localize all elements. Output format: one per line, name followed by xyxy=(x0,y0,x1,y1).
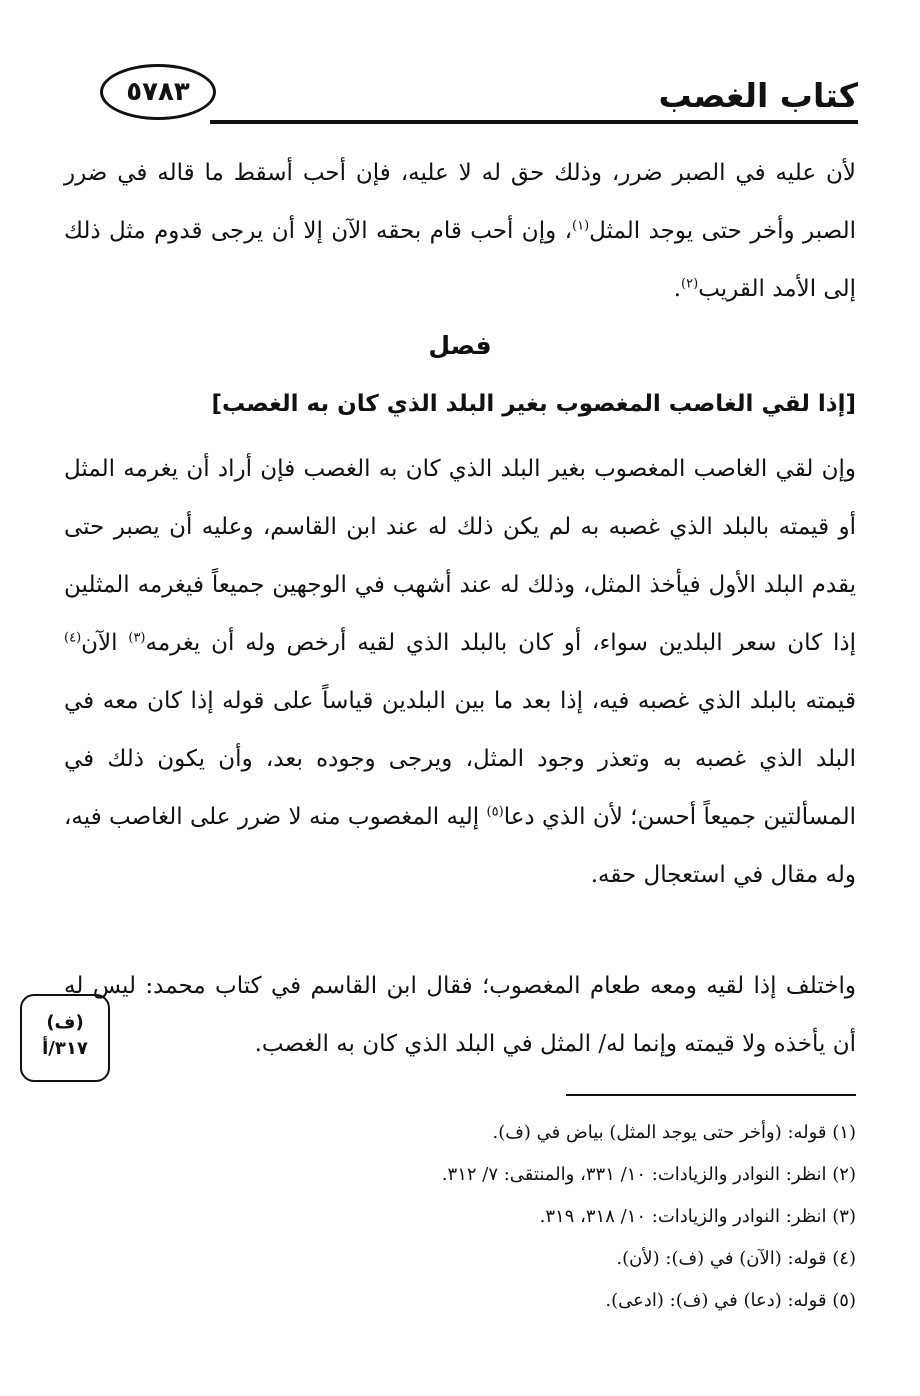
paragraph-2 xyxy=(64,440,856,904)
footnotes xyxy=(64,1112,856,1322)
paragraph-2-text-a: وإن لقي الغاصب المغصوب بغير البلد الذي كان به الغصب فإن أراد أن يغرمه المثل أو قيمته بالبلد الذي غصبه به لم يكن ذلك له عند ابن القاسم، وعليه أن يصبر حتى يقدم البلد الأول فيأخذ المثل، وذلك له عند أشهب في الوجهين جميعاً فيغرمه المثلين إذا كان سعر البلدين سواء، أو كان بالبلد الذي لقيه أرخص وله أن يغرمه xyxy=(64,456,856,656)
paragraph-1 xyxy=(64,144,856,318)
footnote-divider xyxy=(566,1094,856,1096)
footnote-ref-4[interactable]: (٤) xyxy=(64,630,82,646)
margin-note-line-1: (ف) xyxy=(46,1012,84,1033)
header-rule xyxy=(210,120,858,124)
paragraph-2-text-d: إليه المغصوب منه لا ضرر على الغاصب فيه، وله مقال في استعجال حقه. xyxy=(64,804,856,888)
footnote-2: (٢) انظر: النوادر والزيادات: ١٠/ ٣٣١، والمنتقى: ٧/ ٣١٢. xyxy=(441,1164,856,1185)
footnote-ref-2[interactable]: (٢) xyxy=(681,276,699,292)
paragraph-3: واختلف إذا لقيه ومعه طعام المغصوب؛ فقال ابن القاسم في كتاب محمد: ليس له أن يأخذه ولا قيمته وإنما له/ المثل في البلد الذي كان به الغصب. xyxy=(64,973,856,1057)
section-subheading: [إذا لقي الغاصب المغصوب بغير البلد الذي كان به الغصب] xyxy=(211,391,856,417)
page-number: ٥٧٨٣ xyxy=(100,64,216,120)
page-header xyxy=(100,58,858,128)
footnote-3: (٣) انظر: النوادر والزيادات: ١٠/ ٣١٨، ٣١٩. xyxy=(539,1206,856,1227)
paragraph-1-text-a: لأن عليه في الصبر ضرر، وذلك حق له لا عليه، فإن أحب أسقط ما قاله في ضرر الصبر وأخر حتى يوجد المثل xyxy=(64,160,856,244)
footnote-4: (٤) قوله: (الآن) في (ف): (لأن). xyxy=(616,1248,856,1269)
footnote-5: (٥) قوله: (دعا) في (ف): (ادعى). xyxy=(605,1290,856,1311)
paragraph-1-text-b: ، وإن أحب قام بحقه الآن إلا أن يرجى قدوم مثل ذلك إلى الأمد القريب xyxy=(64,218,856,302)
section-title: فصل xyxy=(428,331,492,360)
paragraph-1-text-c: . xyxy=(673,276,682,302)
footnote-ref-3[interactable]: (٣) xyxy=(128,630,146,646)
footnote-ref-5[interactable]: (٥) xyxy=(486,804,504,820)
book-title: كتاب الغصب xyxy=(658,76,858,115)
paragraph-2-text-b: الآن xyxy=(81,630,129,656)
footnote-ref-1[interactable]: (١) xyxy=(572,218,590,234)
paragraph-2-text-c: قيمته بالبلد الذي غصبه فيه، إذا بعد ما بين البلدين قياساً على قوله إذا كان معه في البلد الذي غصبه به وتعذر وجود المثل، ويرجى وجوده بعد، وأن يكون ذلك في المسألتين جميعاً أحسن؛ لأن الذي دعا xyxy=(64,688,856,830)
margin-note-line-2: ٣١٧/أ xyxy=(42,1038,88,1059)
footnote-1: (١) قوله: (وأخر حتى يوجد المثل) بياض في (ف). xyxy=(492,1122,856,1143)
manuscript-margin-note xyxy=(20,994,110,1082)
